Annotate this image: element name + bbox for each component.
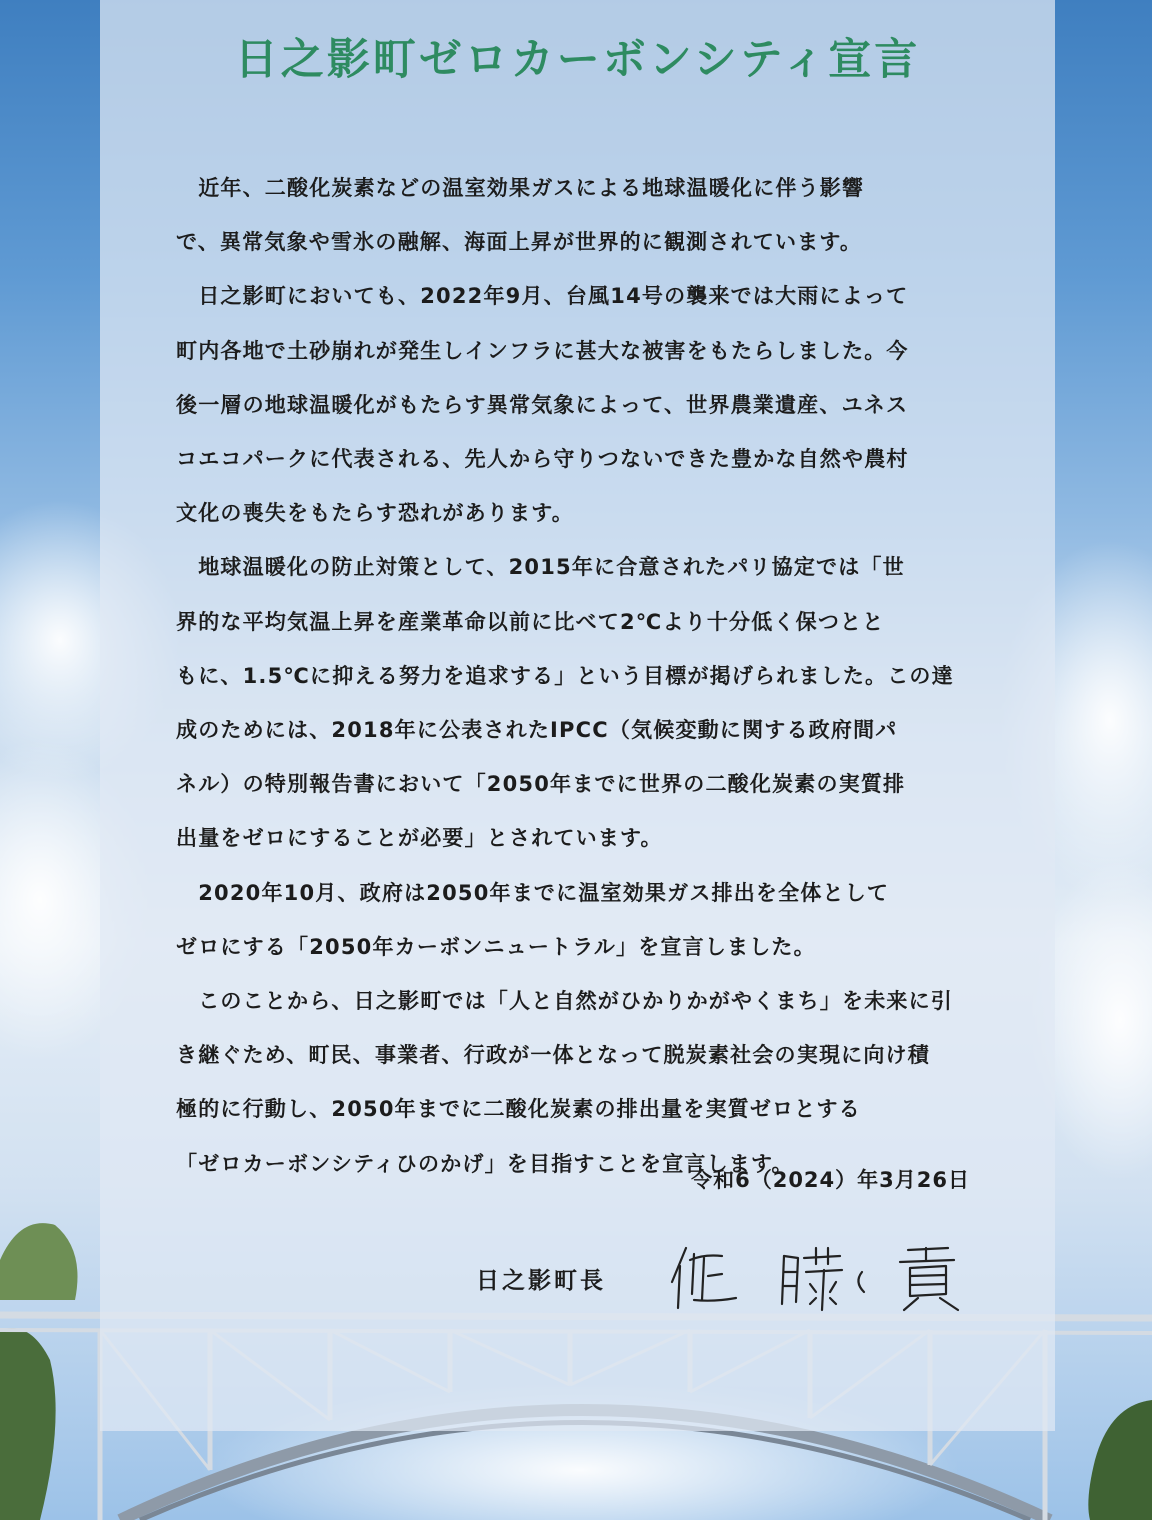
body-line: 地球温暖化の防止対策として、2015年に合意されたパリ協定では「世 [176, 555, 905, 580]
body-line: 文化の喪失をもたらす恐れがあります。 [176, 501, 574, 526]
body-line: で、異常気象や雪氷の融解、海面上昇が世界的に観測されています。 [176, 230, 863, 255]
body-line: ネル）の特別報告書において「2050年までに世界の二酸化炭素の実質排 [176, 772, 906, 797]
mayor-title: 日之影町長 [476, 1268, 606, 1294]
body-line: 町内各地で土砂崩れが発生しインフラに甚大な被害をもたらしました。今 [176, 338, 909, 363]
body-line: もに、1.5℃に抑える努力を追求する」という目標が掲げられました。この達 [176, 663, 954, 688]
handwritten-signature [664, 1242, 974, 1314]
declaration-body [176, 161, 976, 1191]
declaration-date: 令和6（2024）年3月26日 [691, 1168, 970, 1192]
trees-right [1088, 1400, 1152, 1520]
body-line: 近年、二酸化炭素などの温室効果ガスによる地球温暖化に伴う影響 [176, 176, 865, 200]
body-line: ゼロにする「2050年カーボンニュートラル」を宣言しました。 [176, 934, 816, 959]
page-title: 日之影町ゼロカーボンシティ宣言 [234, 35, 921, 85]
body-line: 極的に行動し、2050年までに二酸化炭素の排出量を実質ゼロとする [176, 1097, 861, 1122]
body-line: コエコパークに代表される、先人から守りつないできた豊かな自然や農村 [176, 447, 909, 472]
body-line: 「ゼロカーボンシティひのかげ」を目指すことを宣言します。 [176, 1151, 794, 1176]
body-line: 2020年10月、政府は2050年までに温室効果ガス排出を全体として [176, 880, 890, 905]
body-line: 成のためには、2018年に公表されたIPCC（気候変動に関する政府間パ [176, 718, 898, 743]
body-line: 界的な平均気温上昇を産業革命以前に比べて2℃より十分低く保つとと [176, 609, 885, 634]
trees-left [0, 1223, 78, 1520]
body-line: 後一層の地球温暖化がもたらす異常気象によって、世界農業遺産、ユネス [176, 392, 909, 417]
body-line: このことから、日之影町では「人と自然がひかりかがやくまち」を未来に引 [176, 989, 953, 1014]
body-line: き継ぐため、町民、事業者、行政が一体となって脱炭素社会の実現に向け積 [176, 1043, 930, 1068]
body-line: 日之影町においても、2022年9月、台風14号の襲来では大雨によって [176, 284, 909, 309]
body-line: 出量をゼロにすることが必要」とされています。 [176, 826, 663, 851]
